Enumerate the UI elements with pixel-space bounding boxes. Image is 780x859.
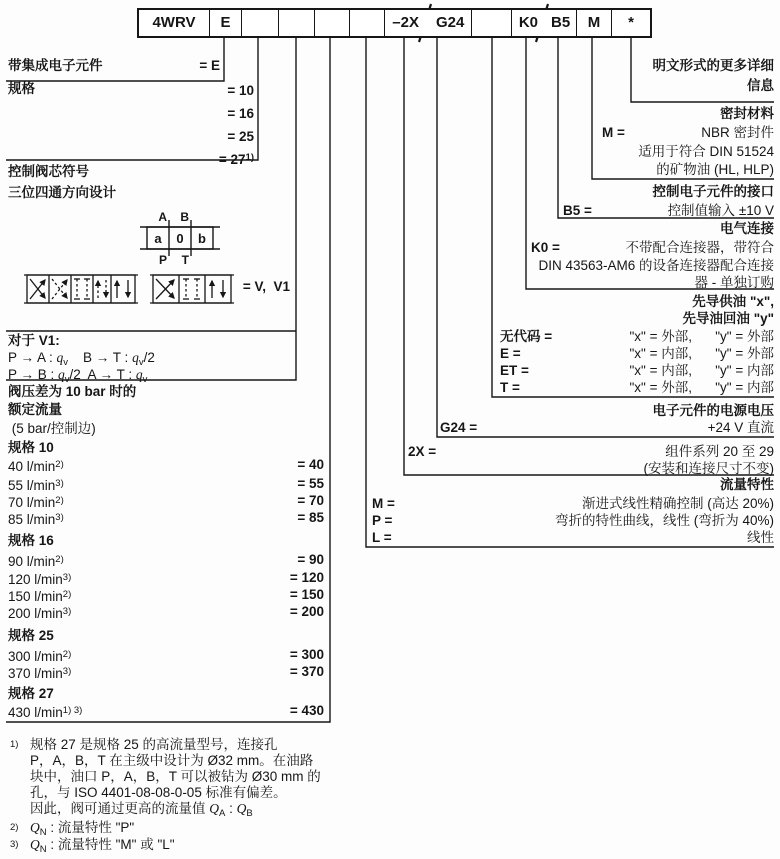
code-cell-g24: G24: [427, 10, 472, 36]
interface-header: 控制电子元件的接口: [652, 184, 774, 199]
series-code: 2X =: [408, 444, 437, 459]
flow-row: 200 $l/\min^{3)}$ = 200: [8, 604, 324, 621]
port-p-label: P: [158, 253, 167, 267]
characteristic-code: M =: [372, 496, 395, 511]
footnote-2-marker: 2): [10, 822, 19, 833]
spool-cell-b: b: [198, 231, 206, 246]
code-cell-characteristic: [350, 10, 385, 36]
footnote-1-line: P，A，B，T 在主级中设计为 Ø32 mm。在油路: [30, 753, 314, 768]
code-cell-e: E: [210, 10, 242, 36]
flow-row: 55 $l/\min^{3)}$ = 55: [8, 476, 324, 493]
info-line-2: 信息: [747, 78, 774, 93]
characteristic-code: P =: [372, 513, 393, 528]
port-t-label: T: [181, 253, 189, 267]
electrical-row: 器 - 单独订购: [694, 275, 774, 290]
v1-formula-1: P → A : $q_v$ B → T : $q_v/2$: [8, 350, 155, 368]
code-cell-spool: [279, 10, 315, 36]
pilot-x: "x" = 内部,: [629, 346, 692, 361]
code-cell-pilot: [472, 10, 512, 36]
info-line-1: 明文形式的更多详细: [652, 58, 774, 73]
pilot-y: "y" = 内部: [715, 380, 774, 395]
seal-header: 密封材料: [720, 106, 774, 121]
pressure-line-3: (5 bar/控制边): [8, 421, 96, 436]
flow-group-header: 规格 27: [8, 686, 54, 701]
flow-row: 40 $l/\min^{2)}$ = 40: [8, 457, 324, 474]
electronics-code: = E: [199, 58, 220, 73]
electrical-code: K0 =: [531, 240, 560, 255]
port-a-label: A: [158, 210, 167, 224]
flow-row: 85 $l/\min^{3)}$ = 85: [8, 510, 324, 527]
footnote-1-line: 规格 27 是规格 25 的高流量型号，连接孔: [30, 737, 278, 752]
seal-row: 适用于符合 DIN 51524: [638, 144, 774, 159]
flow-row: 90 $l/\min^{2)}$ = 90: [8, 552, 324, 569]
footnote-1-marker: 1): [10, 739, 19, 750]
pilot-code: E =: [500, 346, 521, 361]
footnote-1-line: 因此，阀可通过更高的流量值 $Q_A$ : $Q_B$: [30, 801, 253, 819]
size-code: = 25: [227, 129, 254, 144]
pilot-y: "y" = 外部: [715, 329, 774, 344]
size-code: = 10: [227, 83, 254, 98]
flow-row: 120 $l/\min^{3)}$ = 120: [8, 570, 324, 587]
electronics-label: 带集成电子元件: [8, 58, 103, 73]
code-cell-2x: –2X: [392, 14, 419, 31]
code-cell-flow: [315, 10, 350, 36]
pilot-x: "x" = 外部,: [629, 380, 692, 395]
pilot-code: 无代码 =: [500, 329, 553, 344]
pressure-line-2: 额定流量: [8, 402, 62, 417]
order-code-boxes: [137, 8, 652, 38]
pilot-x: "x" = 内部,: [629, 363, 692, 378]
seal-row: NBR 密封件: [701, 125, 774, 140]
electrical-row: 不带配合连接器，带符合: [625, 240, 774, 255]
characteristic-row: 弯折的特性曲线，线性 (弯折为 40%): [554, 513, 774, 528]
pilot-y: "y" = 外部: [715, 346, 774, 361]
code-cell-k0: K0: [518, 14, 538, 31]
interface-code: B5 =: [563, 203, 592, 218]
interface-row: 控制值输入 ±10 V: [667, 203, 774, 218]
code-cell-size: [242, 10, 279, 36]
series-row-2: (安装和连接尺寸不变): [643, 461, 774, 476]
characteristic-row: 线性: [747, 530, 774, 545]
electrical-row: DIN 43563-AM6 的设备连接器配合连接: [538, 258, 774, 273]
v1-title: 对于 V1:: [8, 333, 60, 348]
supply-code: G24 =: [440, 420, 478, 435]
footnote-1-line: 块中，油口 P，A，B，T 可以被钻为 Ø30 mm 的: [30, 769, 321, 784]
pilot-code: T =: [500, 380, 520, 395]
flow-group-header: 规格 16: [8, 533, 54, 548]
spool-cell-0: 0: [176, 231, 184, 246]
spool-label-2: 三位四通方向设计: [8, 185, 116, 200]
seal-row: 的矿物油 (HL, HLP): [656, 162, 774, 177]
spool-cell-a: a: [154, 231, 162, 246]
supply-row: +24 V 直流: [707, 420, 774, 435]
series-row-1: 组件系列 20 至 29: [665, 444, 774, 459]
code-cell-seal: M: [577, 10, 612, 36]
footnote-3-line: $Q_N$ : 流量特性 "M" 或 "L": [30, 837, 175, 855]
flow-group-header: 规格 25: [8, 628, 54, 643]
footnote-2-line: $Q_N$ : 流量特性 "P": [30, 820, 135, 838]
size-code: = $27^{1)}$: [218, 152, 254, 167]
footnote-1-line: 孔，与 ISO 4401-08-08-0-05 标准有偏差。: [30, 785, 287, 800]
port-b-label: B: [180, 210, 189, 224]
spool-port-diagram: [130, 205, 230, 267]
flow-row: 370 $l/\min^{3)}$ = 370: [8, 664, 324, 681]
pilot-header-2: 先导油回油 "y": [682, 311, 774, 326]
size-code: = 16: [227, 106, 254, 121]
seal-code: M =: [602, 125, 625, 140]
spool-label-1: 控制阀芯符号: [8, 164, 89, 179]
characteristic-code: L =: [372, 530, 392, 545]
code-cell-4wrv: 4WRV: [139, 10, 210, 36]
pilot-x: "x" = 外部,: [629, 329, 692, 344]
spool-code: = V, V1: [242, 279, 290, 294]
footnote-3-marker: 3): [10, 839, 19, 850]
characteristic-row: 渐进式线性精确控制 (高达 20%): [581, 496, 774, 511]
supply-header: 电子元件的电源电压: [652, 403, 774, 418]
flow-row: 300 $l/\min^{2)}$ = 300: [8, 647, 324, 664]
pilot-code: ET =: [500, 363, 529, 378]
flow-row: 430 $l/\min^{1) 3)}$ = 430: [8, 703, 324, 720]
pressure-line-1: 阀压差为 10 bar 时的: [8, 384, 137, 399]
flow-row: 150 $l/\min^{2)}$ = 150: [8, 587, 324, 604]
flow-group-header: 规格 10: [8, 440, 54, 455]
v1-formula-2: P → B : $q_v/2$ A → T : $q_v$: [8, 367, 148, 385]
code-cell-b5: B5: [544, 10, 577, 36]
size-label: 规格: [8, 81, 35, 96]
code-cell-star: *: [628, 14, 634, 31]
flow-row: 70 $l/\min^{2)}$ = 70: [8, 493, 324, 510]
pilot-y: "y" = 内部: [715, 363, 774, 378]
characteristic-header: 流量特性: [720, 477, 774, 492]
pilot-header-1: 先导供油 "x",: [692, 294, 774, 309]
electrical-header: 电气连接: [720, 221, 774, 236]
